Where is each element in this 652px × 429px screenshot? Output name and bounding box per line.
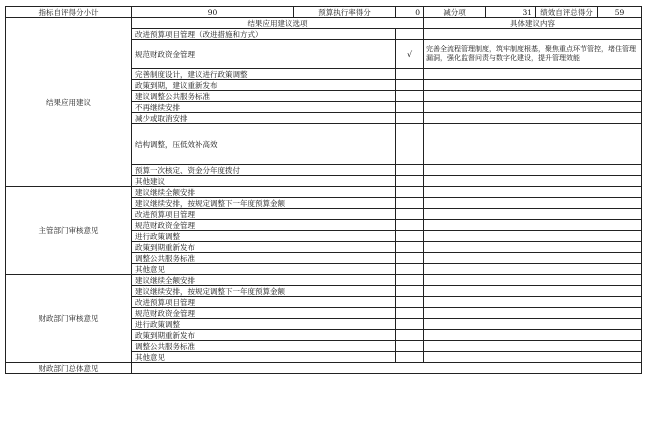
result-option-check: √ <box>396 40 424 69</box>
result-option-check <box>396 69 424 80</box>
summary-row <box>6 7 642 18</box>
result-option-label: 结构调整，压低效补高效 <box>132 124 396 165</box>
result-option-label: 规范财政资金管理 <box>132 40 396 69</box>
evaluation-form-table <box>5 6 642 374</box>
options-header: 结果应用建议选项 <box>132 18 424 29</box>
dept-option-label: 进行政策调整 <box>132 231 396 242</box>
subtotal-value: 90 <box>132 7 294 18</box>
finance-row <box>6 275 642 286</box>
finance-option-check <box>396 297 424 308</box>
finance-option-label: 政策到期重新发布 <box>132 330 396 341</box>
finance-option-content <box>424 319 642 330</box>
finance-option-label: 调整公共服务标准 <box>132 341 396 352</box>
result-option-content <box>424 69 642 80</box>
result-option-content <box>424 113 642 124</box>
finance-option-check <box>396 330 424 341</box>
result-option-label: 不再继续安排 <box>132 102 396 113</box>
dept-category: 主管部门审核意见 <box>6 187 132 275</box>
finance-option-content <box>424 286 642 297</box>
dept-option-content <box>424 253 642 264</box>
dept-option-check <box>396 231 424 242</box>
finance-option-label: 改进预算项目管理 <box>132 297 396 308</box>
dept-option-check <box>396 209 424 220</box>
finance-category: 财政部门审核意见 <box>6 275 132 363</box>
dept-option-check <box>396 198 424 209</box>
content-header: 具体建议内容 <box>424 18 642 29</box>
result-option-check <box>396 102 424 113</box>
finance-option-label: 进行政策调整 <box>132 319 396 330</box>
finance-option-check <box>396 275 424 286</box>
dept-row <box>6 187 642 198</box>
result-category: 结果应用建议 <box>6 18 132 187</box>
dept-option-check <box>396 253 424 264</box>
result-option-content <box>424 102 642 113</box>
result-option-check <box>396 29 424 40</box>
finance-option-content <box>424 275 642 286</box>
result-option-content <box>424 29 642 40</box>
deduct-value: 31 <box>486 7 536 18</box>
result-option-content <box>424 176 642 187</box>
dept-option-label: 其他意见 <box>132 264 396 275</box>
finance-option-label: 建议继续全额安排 <box>132 275 396 286</box>
result-option-content: 完善全流程管理制度，筑牢制度根基，聚焦重点环节管控，堵住管理漏洞，强化监督问责与数字化建设，提升管理效能 <box>424 40 642 69</box>
result-option-content <box>424 80 642 91</box>
dept-option-label: 调整公共服务标准 <box>132 253 396 264</box>
dept-option-content <box>424 242 642 253</box>
result-option-label: 完善制度设计，建议进行政策调整 <box>132 69 396 80</box>
total-score-value: 59 <box>598 7 642 18</box>
finance-overall-label: 财政部门总体意见 <box>6 363 132 374</box>
result-option-label: 预算一次核定、资金分年度拨付 <box>132 165 396 176</box>
dept-option-check <box>396 220 424 231</box>
finance-option-content <box>424 308 642 319</box>
exec-rate-value: 0 <box>396 7 424 18</box>
result-option-check <box>396 113 424 124</box>
dept-option-content <box>424 198 642 209</box>
dept-option-label: 建议继续全额安排 <box>132 187 396 198</box>
finance-overall-content <box>132 363 642 374</box>
result-option-check <box>396 176 424 187</box>
finance-option-check <box>396 352 424 363</box>
result-option-label: 建议调整公共服务标准 <box>132 91 396 102</box>
finance-option-label: 建议继续安排，按规定调整下一年度预算金额 <box>132 286 396 297</box>
result-option-label: 改进预算项目管理（改进措施和方式） <box>132 29 396 40</box>
dept-option-label: 改进预算项目管理 <box>132 209 396 220</box>
finance-option-content <box>424 352 642 363</box>
result-option-label: 政策到期，建议重新发布 <box>132 80 396 91</box>
finance-option-check <box>396 308 424 319</box>
result-option-check <box>396 91 424 102</box>
finance-option-label: 其他意见 <box>132 352 396 363</box>
finance-option-label: 规范财政资金管理 <box>132 308 396 319</box>
finance-option-content <box>424 297 642 308</box>
finance-option-check <box>396 341 424 352</box>
result-option-content <box>424 165 642 176</box>
deduct-label: 减分项 <box>424 7 486 18</box>
result-option-check <box>396 124 424 165</box>
dept-option-content <box>424 264 642 275</box>
result-option-label: 减少或取消安排 <box>132 113 396 124</box>
exec-rate-label: 预算执行率得分 <box>294 7 396 18</box>
dept-option-check <box>396 187 424 198</box>
dept-option-check <box>396 242 424 253</box>
total-score-label: 绩效自评总得分 <box>536 7 598 18</box>
result-option-content <box>424 124 642 165</box>
result-option-check <box>396 80 424 91</box>
subtotal-label: 指标自评得分小计 <box>6 7 132 18</box>
finance-overall-row <box>6 363 642 374</box>
finance-option-content <box>424 341 642 352</box>
finance-option-content <box>424 330 642 341</box>
dept-option-check <box>396 264 424 275</box>
dept-option-content <box>424 209 642 220</box>
dept-option-label: 建议继续安排，按规定调整下一年度预算金额 <box>132 198 396 209</box>
dept-option-label: 规范财政资金管理 <box>132 220 396 231</box>
result-option-label: 其他建议 <box>132 176 396 187</box>
dept-option-content <box>424 220 642 231</box>
finance-option-check <box>396 286 424 297</box>
dept-option-content <box>424 231 642 242</box>
dept-option-label: 政策到期重新发布 <box>132 242 396 253</box>
dept-option-content <box>424 187 642 198</box>
result-option-check <box>396 165 424 176</box>
result-header-row <box>6 18 642 29</box>
finance-option-check <box>396 319 424 330</box>
result-option-content <box>424 91 642 102</box>
